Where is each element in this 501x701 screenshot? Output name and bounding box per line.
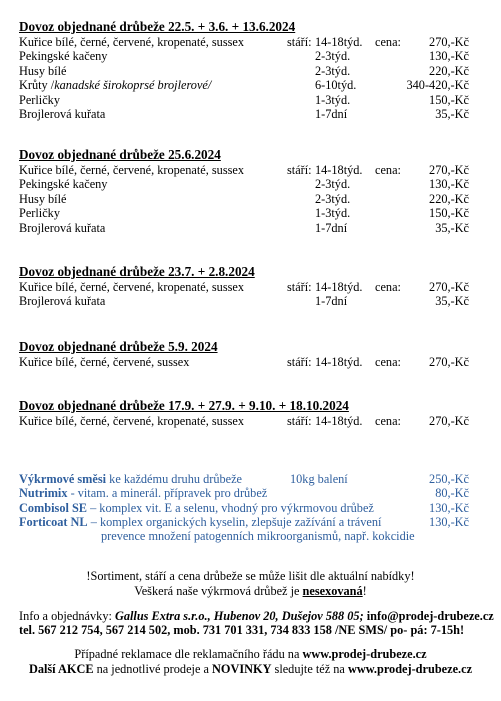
- poultry-age: 1-3týd.: [315, 206, 351, 221]
- poultry-row: [19, 93, 481, 107]
- poultry-age: 1-3týd.: [315, 92, 351, 107]
- product-desc: Forticoat NL – komplex organických kyselin, zlepšuje zažívání a trávení: [19, 514, 382, 529]
- company-address: Gallus Extra s.r.o., Hubenov 20, Dušejov 588 05;: [114, 609, 364, 623]
- poultry-row: [19, 107, 481, 121]
- price-label: cena:: [375, 163, 401, 177]
- import-section: [19, 19, 481, 121]
- poultry-price: 270,-Kč: [429, 355, 469, 369]
- poultry-age: 2-3týd.: [315, 63, 351, 78]
- product-row: [19, 515, 481, 529]
- feed-products: [19, 472, 481, 543]
- unsexed-notice: [0, 584, 501, 598]
- poultry-price: 270,-Kč: [429, 35, 469, 49]
- poultry-price: 340-420,-Kč: [406, 78, 469, 93]
- poultry-price: 150,-Kč: [429, 206, 469, 221]
- section-title: Dovoz objednané drůbeže 23.7. + 2.8.2024: [19, 264, 255, 279]
- poultry-name: Brojlerová kuřata: [19, 106, 106, 121]
- notice-line-2-end: !: [362, 584, 367, 598]
- poultry-age: 14-18týd.: [315, 35, 363, 49]
- price-label: cena:: [375, 355, 401, 369]
- product-price: 250,-Kč: [429, 472, 469, 486]
- poultry-price: 220,-Kč: [429, 191, 469, 206]
- import-section: [19, 264, 481, 309]
- poultry-name: Husy bílé: [19, 191, 67, 206]
- age-label: stáří:: [287, 163, 312, 177]
- product-row: [19, 486, 481, 500]
- poultry-age: 2-3týd.: [315, 191, 351, 206]
- product-price: 130,-Kč: [429, 500, 469, 515]
- poultry-price: 130,-Kč: [429, 49, 469, 64]
- poultry-row: [19, 49, 481, 63]
- product-name: Nutrimix: [19, 486, 68, 501]
- product-row: [19, 501, 481, 515]
- poultry-row: [19, 163, 481, 177]
- price-label: cena:: [375, 414, 401, 428]
- poultry-name: Pekingské kačeny: [19, 177, 108, 192]
- poultry-price: 35,-Kč: [435, 106, 469, 121]
- section-title: Dovoz objednané drůbeže 22.5. + 3.6. + 13.6.2024: [19, 19, 296, 34]
- poultry-price: 270,-Kč: [429, 163, 469, 177]
- poultry-name: Brojlerová kuřata: [19, 294, 106, 309]
- price-label: cena:: [375, 35, 401, 49]
- section-title: Dovoz objednané drůbeže 5.9. 2024: [19, 339, 218, 354]
- age-label: stáří:: [287, 35, 312, 49]
- notice-line-1: !Sortiment, stáří a cena drůbeže se může lišit dle aktuální nabídky!: [86, 569, 415, 583]
- poultry-name: Kuřice bílé, černé, červené, sussex: [19, 355, 190, 369]
- section-title: Dovoz objednané drůbeže 25.6.2024: [19, 147, 221, 162]
- age-label: stáří:: [287, 414, 312, 428]
- poultry-row: [19, 35, 481, 49]
- product-desc: Výkrmové směsi ke každému druhu drůbeže: [19, 472, 242, 486]
- poultry-name: Kuřice bílé, černé, červené, kropenaté, sussex: [19, 163, 244, 177]
- poultry-price: 35,-Kč: [435, 294, 469, 309]
- poultry-price: 270,-Kč: [429, 414, 469, 428]
- poultry-row: [19, 414, 481, 428]
- poultry-age: 1-7dní: [315, 294, 348, 309]
- novinky-text: NOVINKY: [212, 662, 272, 676]
- poultry-row: [19, 355, 481, 369]
- phone-line: [19, 623, 464, 637]
- product-name: Combisol SE: [19, 500, 87, 515]
- contact-label: Info a objednávky:: [19, 609, 115, 623]
- poultry-age: 14-18týd.: [315, 355, 363, 369]
- poultry-age: 6-10týd.: [315, 78, 357, 93]
- news-text-2: sledujte též na: [271, 662, 348, 676]
- poultry-age: 14-18týd.: [315, 280, 363, 294]
- product-pack: 10kg balení: [290, 472, 348, 486]
- poultry-row: [19, 177, 481, 191]
- news-text-1: na jednotlivé prodeje a: [93, 662, 213, 676]
- import-section: [19, 339, 481, 369]
- website-link[interactable]: www.prodej-drubeze.cz: [302, 647, 427, 661]
- poultry-price: 150,-Kč: [429, 92, 469, 107]
- poultry-age: 2-3týd.: [315, 49, 351, 64]
- availability-notice: [0, 569, 501, 583]
- import-section: [19, 398, 481, 428]
- poultry-name: Perličky: [19, 92, 60, 107]
- product-continuation: prevence množení patogenních mikroorganismů, např. kokcidie: [101, 529, 415, 544]
- poultry-name: Krůty /kanadské širokoprsé brojlerové/: [19, 78, 212, 93]
- poultry-row: [19, 78, 481, 92]
- product-name: Forticoat NL: [19, 514, 88, 529]
- product-row: [19, 472, 481, 486]
- poultry-name: Kuřice bílé, černé, červené, kropenaté, sussex: [19, 35, 244, 49]
- poultry-name: Husy bílé: [19, 63, 67, 78]
- contact-line: [19, 609, 494, 623]
- poultry-row: [19, 294, 481, 308]
- product-continuation-row: [19, 529, 481, 543]
- complaints-line: [0, 647, 501, 661]
- product-desc: Nutrimix - vitam. a minerál. přípravek pro drůbež: [19, 486, 268, 501]
- poultry-age: 2-3týd.: [315, 177, 351, 192]
- complaints-text: Případné reklamace dle reklamačního řádu na: [74, 647, 303, 661]
- unsexed-emphasis: nesexovaná: [302, 584, 363, 598]
- product-price: 130,-Kč: [429, 514, 469, 529]
- akce-text: Další AKCE: [28, 662, 94, 676]
- poultry-row: [19, 206, 481, 220]
- section-title: Dovoz objednané drůbeže 17.9. + 27.9. + 9.10. + 18.10.2024: [19, 398, 349, 413]
- age-label: stáří:: [287, 355, 312, 369]
- product-name: Výkrmové směsi: [19, 472, 107, 486]
- poultry-age: 1-7dní: [315, 220, 348, 235]
- news-line: [0, 662, 501, 676]
- poultry-name: Perličky: [19, 206, 60, 221]
- notice-line-2: Veškerá naše výkrmová drůbež je: [134, 584, 303, 598]
- age-label: stáří:: [287, 280, 312, 294]
- poultry-price: 130,-Kč: [429, 177, 469, 192]
- website-link-2[interactable]: www.prodej-drubeze.cz: [347, 662, 473, 676]
- import-section: [19, 147, 481, 235]
- poultry-row: [19, 64, 481, 78]
- poultry-row: [19, 221, 481, 235]
- poultry-row: [19, 192, 481, 206]
- poultry-price: 35,-Kč: [435, 220, 469, 235]
- poultry-name: Kuřice bílé, černé, červené, kropenaté, sussex: [19, 414, 244, 428]
- poultry-name: Brojlerová kuřata: [19, 220, 106, 235]
- poultry-price: 270,-Kč: [429, 280, 469, 294]
- contact-email[interactable]: info@prodej-drubeze.cz: [363, 609, 494, 623]
- price-label: cena:: [375, 280, 401, 294]
- product-price: 80,-Kč: [435, 486, 469, 501]
- product-desc: Combisol SE – komplex vit. E a selenu, vhodný pro výkrmovou drůbež: [19, 500, 374, 515]
- poultry-row: [19, 280, 481, 294]
- poultry-age: 14-18týd.: [315, 414, 363, 428]
- contact-phones: tel. 567 212 754, 567 214 502, mob. 731 701 331, 734 833 158 /NE SMS/ po- pá: 7-15h!: [19, 623, 465, 637]
- poultry-price: 220,-Kč: [429, 63, 469, 78]
- poultry-age: 1-7dní: [315, 106, 348, 121]
- poultry-name: Pekingské kačeny: [19, 49, 108, 64]
- poultry-name: Kuřice bílé, černé, červené, kropenaté, sussex: [19, 280, 244, 294]
- poultry-age: 14-18týd.: [315, 163, 363, 177]
